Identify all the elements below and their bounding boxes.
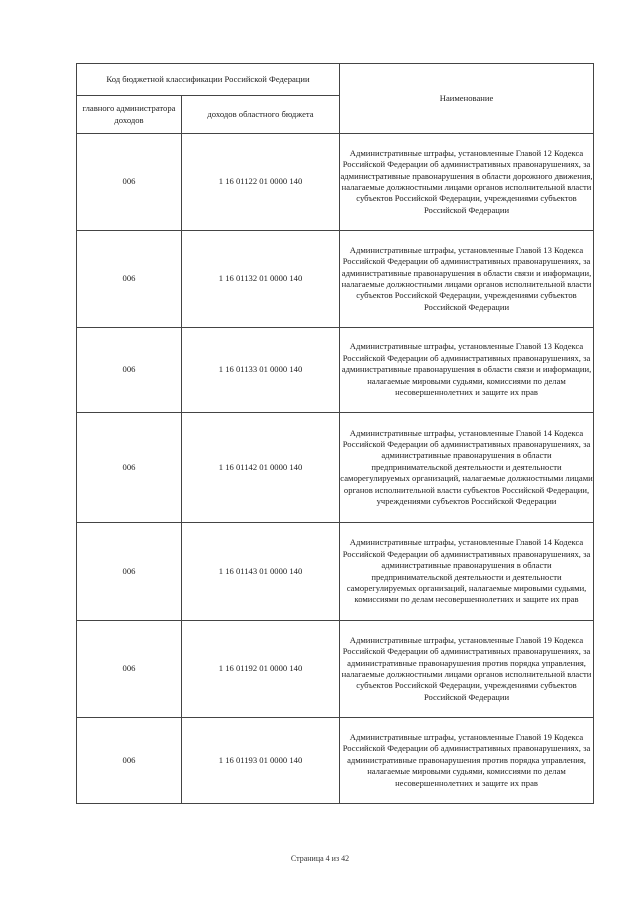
table-row [77,328,594,413]
admin-code-cell: 006 [77,621,182,718]
description-cell: Административные штрафы, установленные Главой 14 Кодекса Российской Федерации об административных правонарушениях, за административные правонарушения в области предпринимательской деятельности и деятельности саморегулируемых организаций, налагаемые мировыми судьями, комиссиями по делам несовершеннолетних и защите их прав [340,523,594,621]
header-budget-classification: Код бюджетной классификации Российской Федерации [77,64,340,96]
budget-code-table [76,63,594,804]
description-cell: Административные штрафы, установленные Главой 13 Кодекса Российской Федерации об административных правонарушениях, за административные правонарушения в области связи и информации, налагаемые мировыми судьями, комиссиями по делам несовершеннолетних и защите их прав [340,328,594,413]
header-admin-code: главного администратора доходов [77,96,182,134]
table-row [77,621,594,718]
admin-code-cell: 006 [77,328,182,413]
admin-code-cell: 006 [77,413,182,523]
description-cell: Административные штрафы, установленные Главой 13 Кодекса Российской Федерации об административных правонарушениях, за административные правонарушения в области связи и информации, налагаемые должностными лицами органов исполнительной власти субъектов Российской Федерации, учреждениями субъектов Российской Федерации [340,231,594,328]
admin-code-cell: 006 [77,523,182,621]
income-code-cell: 1 16 01132 01 0000 140 [182,231,340,328]
table-row [77,718,594,804]
admin-code-cell: 006 [77,718,182,804]
income-code-cell: 1 16 01122 01 0000 140 [182,134,340,231]
table-row [77,413,594,523]
table-row [77,134,594,231]
description-cell: Административные штрафы, установленные Главой 19 Кодекса Российской Федерации об административных правонарушениях, за административные правонарушения против порядка управления, налагаемые должностными лицами органов исполнительной власти субъектов Российской Федерации, учреждениями субъектов Российской Федерации [340,621,594,718]
page-number: Страница 4 из 42 [290,854,350,863]
description-cell: Административные штрафы, установленные Главой 19 Кодекса Российской Федерации об административных правонарушениях, за административные правонарушения против порядка управления, налагаемые мировыми судьями, комиссиями по делам несовершеннолетних и защите их прав [340,718,594,804]
table-row [77,523,594,621]
header-income-code: доходов областного бюджета [182,96,340,134]
description-cell: Административные штрафы, установленные Главой 14 Кодекса Российской Федерации об административных правонарушениях, за административные правонарушения в области предпринимательской деятельности и деятельности саморегулируемых организаций, налагаемые должностными лицами органов исполнительной власти субъектов Российской Федерации, учреждениями субъектов Российской Федерации [340,413,594,523]
admin-code-cell: 006 [77,134,182,231]
income-code-cell: 1 16 01142 01 0000 140 [182,413,340,523]
income-code-cell: 1 16 01143 01 0000 140 [182,523,340,621]
income-code-cell: 1 16 01133 01 0000 140 [182,328,340,413]
income-code-cell: 1 16 01192 01 0000 140 [182,621,340,718]
header-name: Наименование [340,64,594,134]
admin-code-cell: 006 [77,231,182,328]
income-code-cell: 1 16 01193 01 0000 140 [182,718,340,804]
table-row [77,231,594,328]
description-cell: Административные штрафы, установленные Главой 12 Кодекса Российской Федерации об административных правонарушениях, за административные правонарушения в области дорожного движения, налагаемые должностными лицами органов исполнительной власти субъектов Российской Федерации, учреждениями субъектов Российской Федерации [340,134,594,231]
